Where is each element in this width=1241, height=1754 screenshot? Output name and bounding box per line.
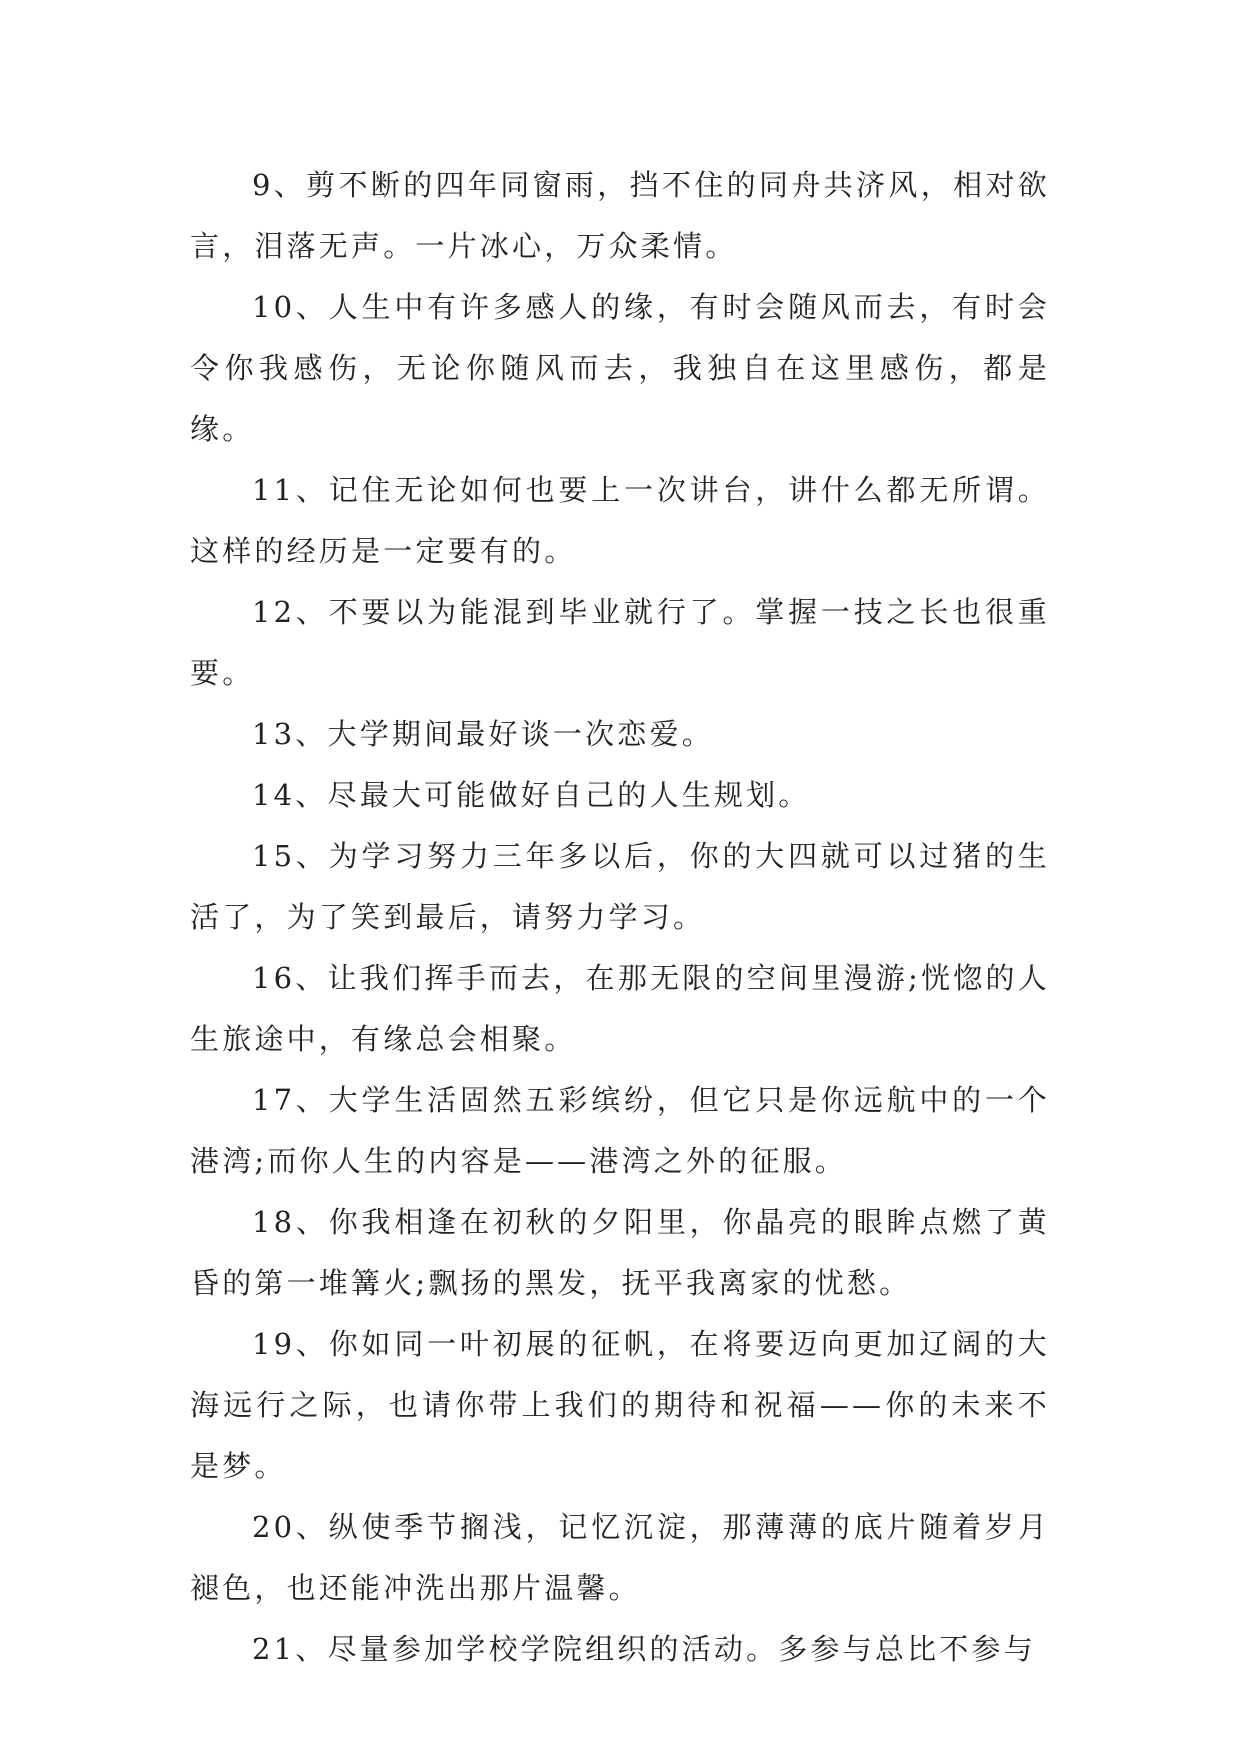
paragraph-14: 14、尽最大可能做好自己的人生规划。 <box>252 778 811 812</box>
paragraph-17: 17、大学生活固然五彩缤纷，但它只是你远航中的一个港湾;而你人生的内容是——港湾之外的征服。 <box>190 1083 1050 1178</box>
paragraph-21: 21、尽量参加学校学院组织的活动。多参与总比不参与 <box>252 1632 1036 1666</box>
paragraph-19: 19、你如同一叶初展的征帆，在将要迈向更加辽阔的大海远行之际，也请你带上我们的期待和祝福——你的未来不是梦。 <box>190 1327 1050 1483</box>
paragraph-9: 9、剪不断的四年同窗雨，挡不住的同舟共济风，相对欲言，泪落无声。一片冰心，万众柔情。 <box>190 168 1050 263</box>
paragraph-10: 10、人生中有许多感人的缘，有时会随风而去，有时会令你我感伤，无论你随风而去，我独自在这里感伤，都是缘。 <box>190 290 1050 446</box>
paragraph-16: 16、让我们挥手而去，在那无限的空间里漫游;恍惚的人生旅途中，有缘总会相聚。 <box>190 961 1050 1056</box>
document-body <box>190 155 1050 1680</box>
paragraph-15: 15、为学习努力三年多以后，你的大四就可以过猪的生活了，为了笑到最后，请努力学习。 <box>190 839 1050 934</box>
paragraph-11: 11、记住无论如何也要上一次讲台，讲什么都无所谓。这样的经历是一定要有的。 <box>190 473 1050 568</box>
paragraph-13: 13、大学期间最好谈一次恋爱。 <box>252 717 714 751</box>
paragraph-18: 18、你我相逢在初秋的夕阳里，你晶亮的眼眸点燃了黄昏的第一堆篝火;飘扬的黑发，抚平我离家的忧愁。 <box>190 1205 1050 1300</box>
paragraph-20: 20、纵使季节搁浅，记忆沉淀，那薄薄的底片随着岁月褪色，也还能冲洗出那片温馨。 <box>190 1510 1050 1605</box>
paragraph-12: 12、不要以为能混到毕业就行了。掌握一技之长也很重要。 <box>190 595 1050 690</box>
